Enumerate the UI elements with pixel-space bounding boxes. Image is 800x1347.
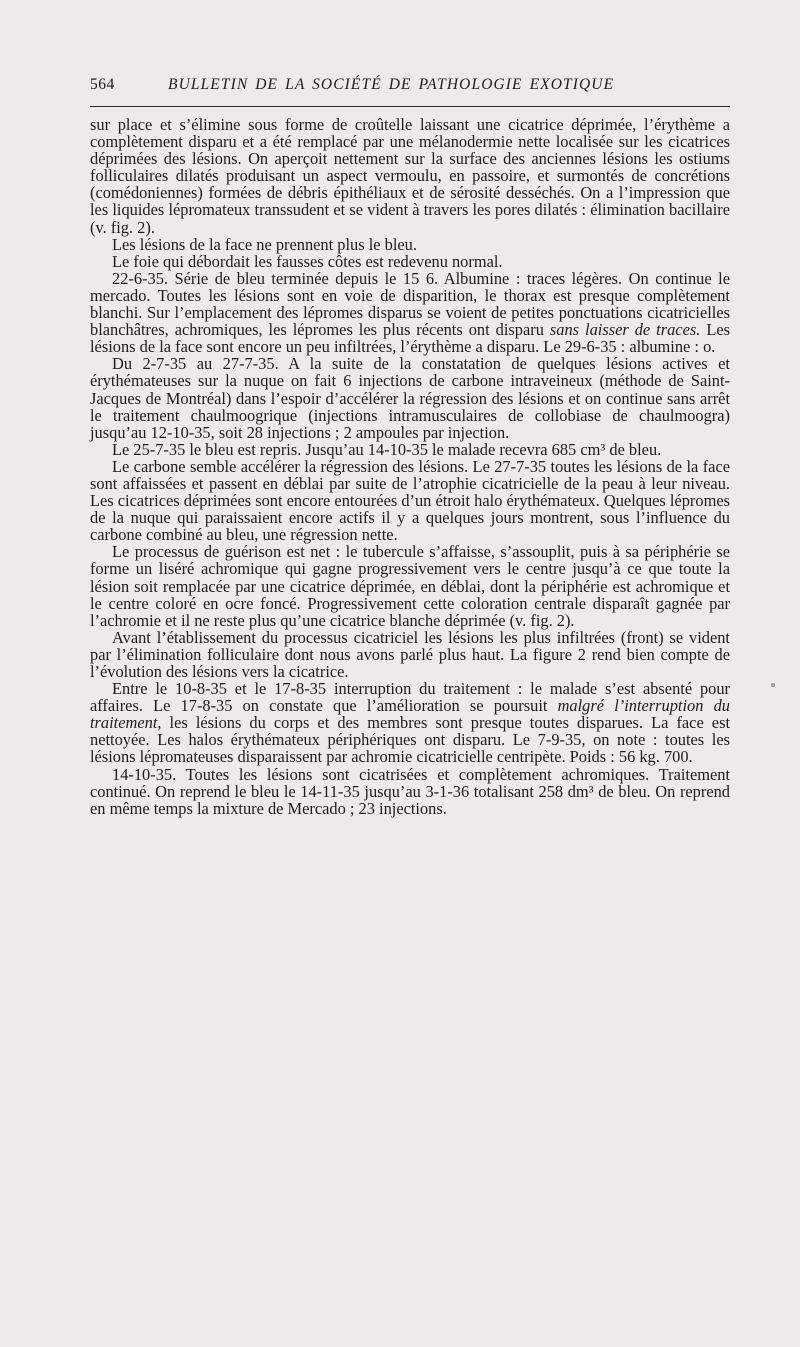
paragraph-interruption <box>90 680 730 765</box>
paragraph-processus-cicatriciel: Avant l’établissement du processus cicatriciel les lésions les plus infiltrées (front) se vident par l’élimination folliculaire dont nous avons parlé plus haut. La figure 2 rend bien compte de l’évolution des lésions vers la cicatrice. <box>90 627 730 681</box>
paragraph-text: 22-6-35. Série de bleu terminée depuis le 15 6. Albumine : traces légères. On continue le mercado. Toutes les lésions sont en voie de disparition, le thorax est presque complètement blanchi. Sur l’emplacement des lépromes disparus se voient de petites ponctuations cicatricielles blanchâtres, achromiques, les lépromes les plus récents ont disparu <box>90 268 730 340</box>
paragraph-continuation: sur place et s’élimine sous forme de croûtelle laissant une cicatrice déprimée, l’érythème a complètement disparu et a été remplacé par une mélanodermie nette localisée sur les cicatrices déprimées des lésions. On aperçoit nettement sur la surface des anciennes lésions les ostiums folliculaires dilatés produisant un aspect vermoulu, en passoire, et surmontés de concrétions (comédoniennes) formées de débris épithéliaux et de sérosité desséchés. On a l’impression que les liquides lépromateux transsudent et se vident à travers les pores dilatés : élimination bacillaire (v. fig. 2). <box>90 115 730 237</box>
paragraph-text: les lésions du corps et des membres sont presque toutes disparues. La face est nettoyée. Les halos érythémateux périphériques ont disparu. Le 7-9-35, on note : toutes les lésions lépromateuses disparaissent par achromie cicatricielle centripète. Poids : 56 kg. 700. <box>90 713 730 767</box>
paragraph-14-10-35: 14-10-35. Toutes les lésions sont cicatrisées et complètement achromiques. Traitement continué. On reprend le bleu le 14-11-35 jusqu’au 3-1-36 totalisant 258 dm³ de bleu. On reprend en même temps la mixture de Mercado ; 23 injections. <box>90 764 730 818</box>
paper-speck <box>771 683 775 687</box>
paragraph-text: Les lésions de la face sont encore un peu infiltrées, l’érythème a disparu. Le 29-6-35 : albumine : o. <box>90 320 730 357</box>
italic-emphasis: malgré l’interruption du traitement, <box>90 696 730 733</box>
page-number: 564 <box>90 76 115 93</box>
journal-title: BULLETIN DE LA SOCIÉTÉ DE PATHOLOGIE EXOTIQUE <box>168 76 615 93</box>
paragraph-bleu-repris: Le 25-7-35 le bleu est repris. Jusqu’au 14-10-35 le malade recevra 685 cm³ de bleu. <box>112 439 662 459</box>
paragraph-liver: Le foie qui débordait les fausses côtes est redevenu normal. <box>112 251 503 271</box>
running-header <box>90 76 730 94</box>
paragraph-text: Entre le 10-8-35 et le 17-8-35 interruption du traitement : le malade s’est absenté pour affaires. Le 17-8-35 on constate que l’amélioration se poursuit <box>90 679 730 716</box>
italic-emphasis: sans laisser de traces. <box>549 320 701 340</box>
paragraph-carbone-regression: Le carbone semble accélérer la régression des lésions. Le 27-7-35 toutes les lésions de la face sont affaissées et passent en déblai par suite de l’atrophie cicatricielle de la peau à leur niveau. Les cicatrices déprimées sont encore entourées d’un étroit halo érythémateux. Quelques lépromes de la nuque qui paraissaient encore actifs il y a quelques jours montrent, sous l’influence du carbone combiné au bleu, une régression nette. <box>90 456 730 545</box>
paragraph-carbone-injections: Du 2-7-35 au 27-7-35. A la suite de la constatation de quelques lésions actives et érythémateuses sur la nuque on fait 6 injections de carbone intraveineux (méthode de Saint-Jacques de Montréal) dans l’espoir d’accélérer la régression des lésions et on continue sans arrêt le traitement chaulmoogrique (injections intramusculaires de collobiase de chaulmoogra) jusqu’au 12-10-35, soit 28 injections ; 2 ampoules par injection. <box>90 354 730 442</box>
article-body <box>90 116 730 817</box>
paragraph-22-6-35 <box>90 270 730 355</box>
paragraph-processus-guerison: Le processus de guérison est net : le tubercule s’affaisse, s’assouplit, puis à sa périphérie se forme un liséré achromique qui gagne progressivement vers le centre jusqu’à ce que toute la lésion soit remplacée par une cicatrice déprimée, en déblai, dont la périphérie est achromique et le centre coloré en ocre foncé. Progressivement cette coloration centrale disparaît gagnée par l’achromie et il ne reste plus qu’une cicatrice blanche déprimée (v. fig. 2). <box>90 542 730 630</box>
header-rule <box>90 106 730 107</box>
paragraph-face-lesions: Les lésions de la face ne prennent plus le bleu. <box>112 234 417 254</box>
